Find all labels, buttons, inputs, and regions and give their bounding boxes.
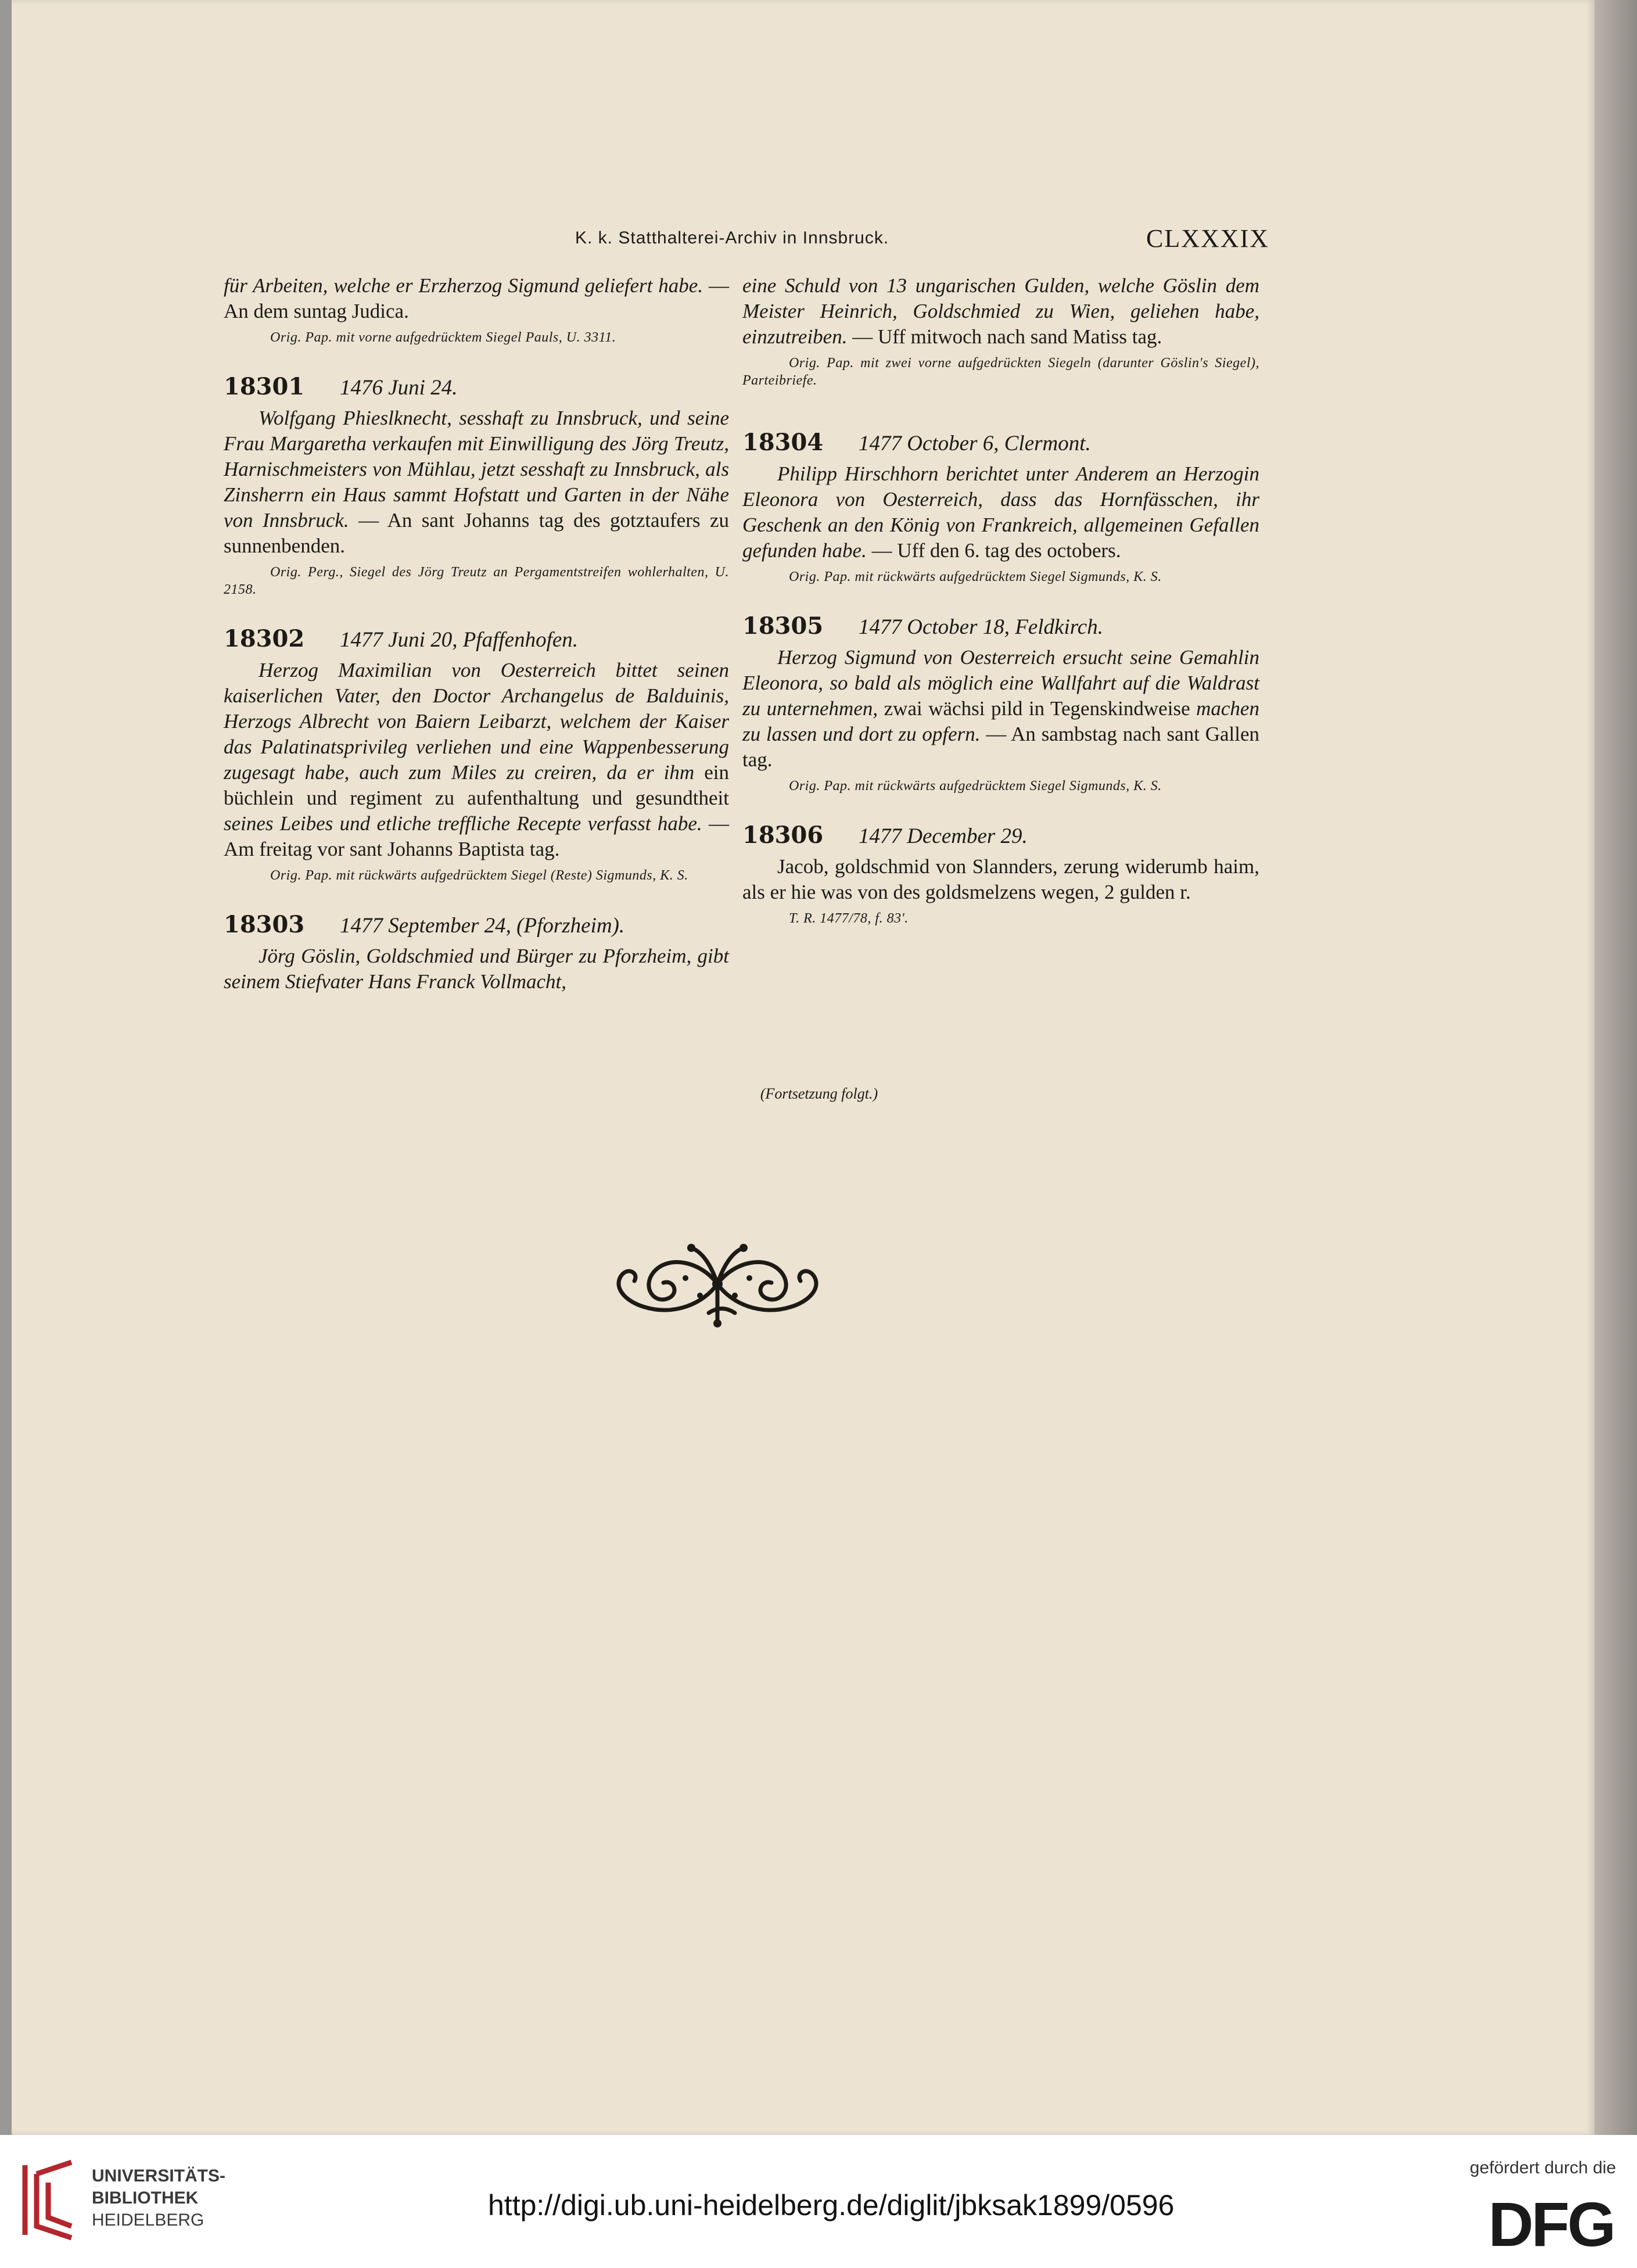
entry-source: Orig. Pap. mit rückwärts aufgedrücktem Siegel (Reste) Sigmunds, K. S. — [270, 868, 688, 883]
carry-over-entry — [742, 273, 1259, 389]
entry-text-roman: zwai wächsi pild in Tegenskindweise — [878, 697, 1197, 720]
running-head — [227, 224, 1269, 259]
document-url[interactable]: http://digi.ub.uni-heidelberg.de/diglit/jbksak1899/0596 — [488, 2189, 1175, 2222]
entry-number: 18306 — [742, 821, 824, 849]
library-name — [92, 2165, 225, 2231]
funding-label: gefördert durch die — [1470, 2158, 1616, 2177]
entry-text — [742, 461, 1259, 564]
entry-number: 18303 — [224, 911, 305, 938]
entry-text-italic: Herzog Maximilian von Oesterreich bittet seinen kaiserlichen Vater, den Doctor Archangelus de Balduinis, Herzogs Albrecht von Baiern Leibarzt, welchem der Kaiser das Palatinatsprivileg verliehen und eine Wappenbesserung zugesagt habe, auch zum Miles zu creiren, da er ihm — [224, 659, 729, 784]
entry-text-italic: machen zu lassen und dort zu opfern. — [742, 697, 1259, 745]
ornament-icon — [598, 1237, 837, 1330]
page-edge — [1595, 0, 1637, 2135]
entry-number: 18302 — [224, 625, 305, 652]
footer-bar — [0, 2135, 1637, 2268]
left-column — [224, 273, 729, 995]
entry-text — [224, 658, 729, 862]
entry-heading — [742, 613, 1259, 640]
entry-heading — [224, 374, 729, 401]
entry-18303 — [224, 912, 729, 995]
library-name-line: BIBLIOTHEK — [92, 2188, 199, 2208]
entry-date: 1477 December 29. — [859, 824, 1028, 848]
entry-text-italic: Jörg Göslin, Goldschmied und Bürger zu Pforzheim, gibt seinem Stiefvater Hans Franck Vollmacht, — [224, 945, 729, 993]
entry-date: 1477 October 18, Feldkirch. — [859, 615, 1103, 639]
entry-heading — [224, 626, 729, 653]
entry-date: 1477 Juni 20, Pfaffenhofen. — [340, 628, 579, 652]
entry-18305 — [742, 613, 1259, 795]
entry-18302 — [224, 626, 729, 884]
entry-source: T. R. 1477/78, f. 83'. — [789, 911, 909, 926]
university-library-logo — [16, 2159, 80, 2241]
entry-date: 1476 Juni 24. — [340, 376, 458, 400]
right-column — [742, 273, 1259, 927]
running-head-title: K. k. Statthalterei-Archiv in Innsbruck. — [575, 228, 889, 247]
entry-text-italic: seines Leibes und etliche treffliche Recepte verfasst habe. — [224, 812, 702, 835]
entry-text-roman: — Am freitag vor sant Johanns Baptista tag. — [224, 812, 729, 860]
entry-text-italic: Philipp Hirschhorn berichtet unter Anderem an Herzogin Eleonora von Oesterreich, dass das Hornfässchen, ihr Geschenk an den König von Frankreich, allgemeinen Gefallen gefunden habe. — [742, 462, 1259, 562]
entry-text-roman: Jacob, goldschmid von Slannders, zerung widerumb haim, als er hie was von des goldsmelzens wegen, 2 gulden r. — [742, 855, 1259, 903]
dfg-logo: DFG — [1488, 2189, 1614, 2259]
library-name-line: UNIVERSITÄTS- — [92, 2166, 226, 2186]
entry-text-roman: — Uff den 6. tag des octobers. — [866, 539, 1121, 562]
entry-text-roman: — Uff mitwoch nach sand Matiss tag. — [847, 325, 1162, 348]
entry-heading — [742, 430, 1259, 457]
entry-text — [224, 943, 729, 995]
carry-over-entry — [224, 273, 729, 346]
entry-text-italic: eine Schuld von 13 ungarischen Gulden, welche Göslin dem Meister Heinrich, Goldschmied zu Wien, geliehen habe, einzutreiben. — [742, 274, 1259, 348]
entry-text — [224, 405, 729, 559]
entry-text-italic: für Arbeiten, welche er Erzherzog Sigmund geliefert habe. — [224, 274, 703, 297]
entry-date: 1477 September 24, (Pforzheim). — [340, 914, 625, 938]
entry-text — [742, 854, 1259, 905]
entry-18304 — [742, 430, 1259, 586]
entry-text-roman: — An sant Johanns tag des gotztaufers zu sunnenbenden. — [224, 509, 729, 557]
entry-18301 — [224, 374, 729, 598]
entry-text — [742, 645, 1259, 773]
entry-text — [224, 273, 729, 324]
entry-text-italic: Herzog Sigmund von Oesterreich ersucht seine Gemahlin Eleonora, so bald als möglich eine Wallfahrt auf die Waldrast zu unternehmen, — [742, 646, 1259, 720]
entry-heading — [224, 912, 729, 939]
entry-text-roman: — An sambstag nach sant Gallen tag. — [742, 723, 1259, 771]
continued-note: (Fortsetzung folgt.) — [760, 1085, 878, 1102]
entry-number: 18305 — [742, 612, 824, 640]
library-name-line: HEIDELBERG — [92, 2210, 204, 2230]
entry-source: Orig. Pap. mit zwei vorne aufgedrückten Siegeln (darunter Göslin's Siegel), Parteibriefe. — [742, 356, 1259, 388]
entry-18306 — [742, 823, 1259, 927]
entry-text-roman: — An dem suntag Judica. — [224, 274, 729, 322]
entry-number: 18304 — [742, 429, 824, 456]
entry-text-roman: ein büchlein und regiment zu aufenthaltung und gesundtheit — [224, 761, 729, 809]
entry-text — [742, 273, 1259, 350]
entry-source: Orig. Pap. mit vorne aufgedrücktem Siegel Pauls, U. 3311. — [270, 330, 616, 345]
entry-source: Orig. Perg., Siegel des Jörg Treutz an Pergamentstreifen wohlerhalten, U. 2158. — [224, 565, 729, 597]
entry-source: Orig. Pap. mit rückwärts aufgedrücktem Siegel Sigmunds, K. S. — [789, 778, 1162, 794]
entry-heading — [742, 823, 1259, 849]
entry-text-italic: Wolfgang Phieslknecht, sesshaft zu Innsbruck, und seine Frau Margaretha verkaufen mit Einwilligung des Jörg Treutz, Harnischmeisters von Mühlau, jetzt sesshaft zu Innsbruck, als Zinsherrn ein Haus sammt Hofstatt und Garten in der Nähe von Innsbruck. — [224, 407, 729, 532]
entry-source: Orig. Pap. mit rückwärts aufgedrücktem Siegel Sigmunds, K. S. — [789, 569, 1162, 584]
page-number: CLXXXIX — [1146, 224, 1269, 253]
entry-date: 1477 October 6, Clermont. — [859, 432, 1091, 455]
entry-number: 18301 — [224, 373, 305, 400]
